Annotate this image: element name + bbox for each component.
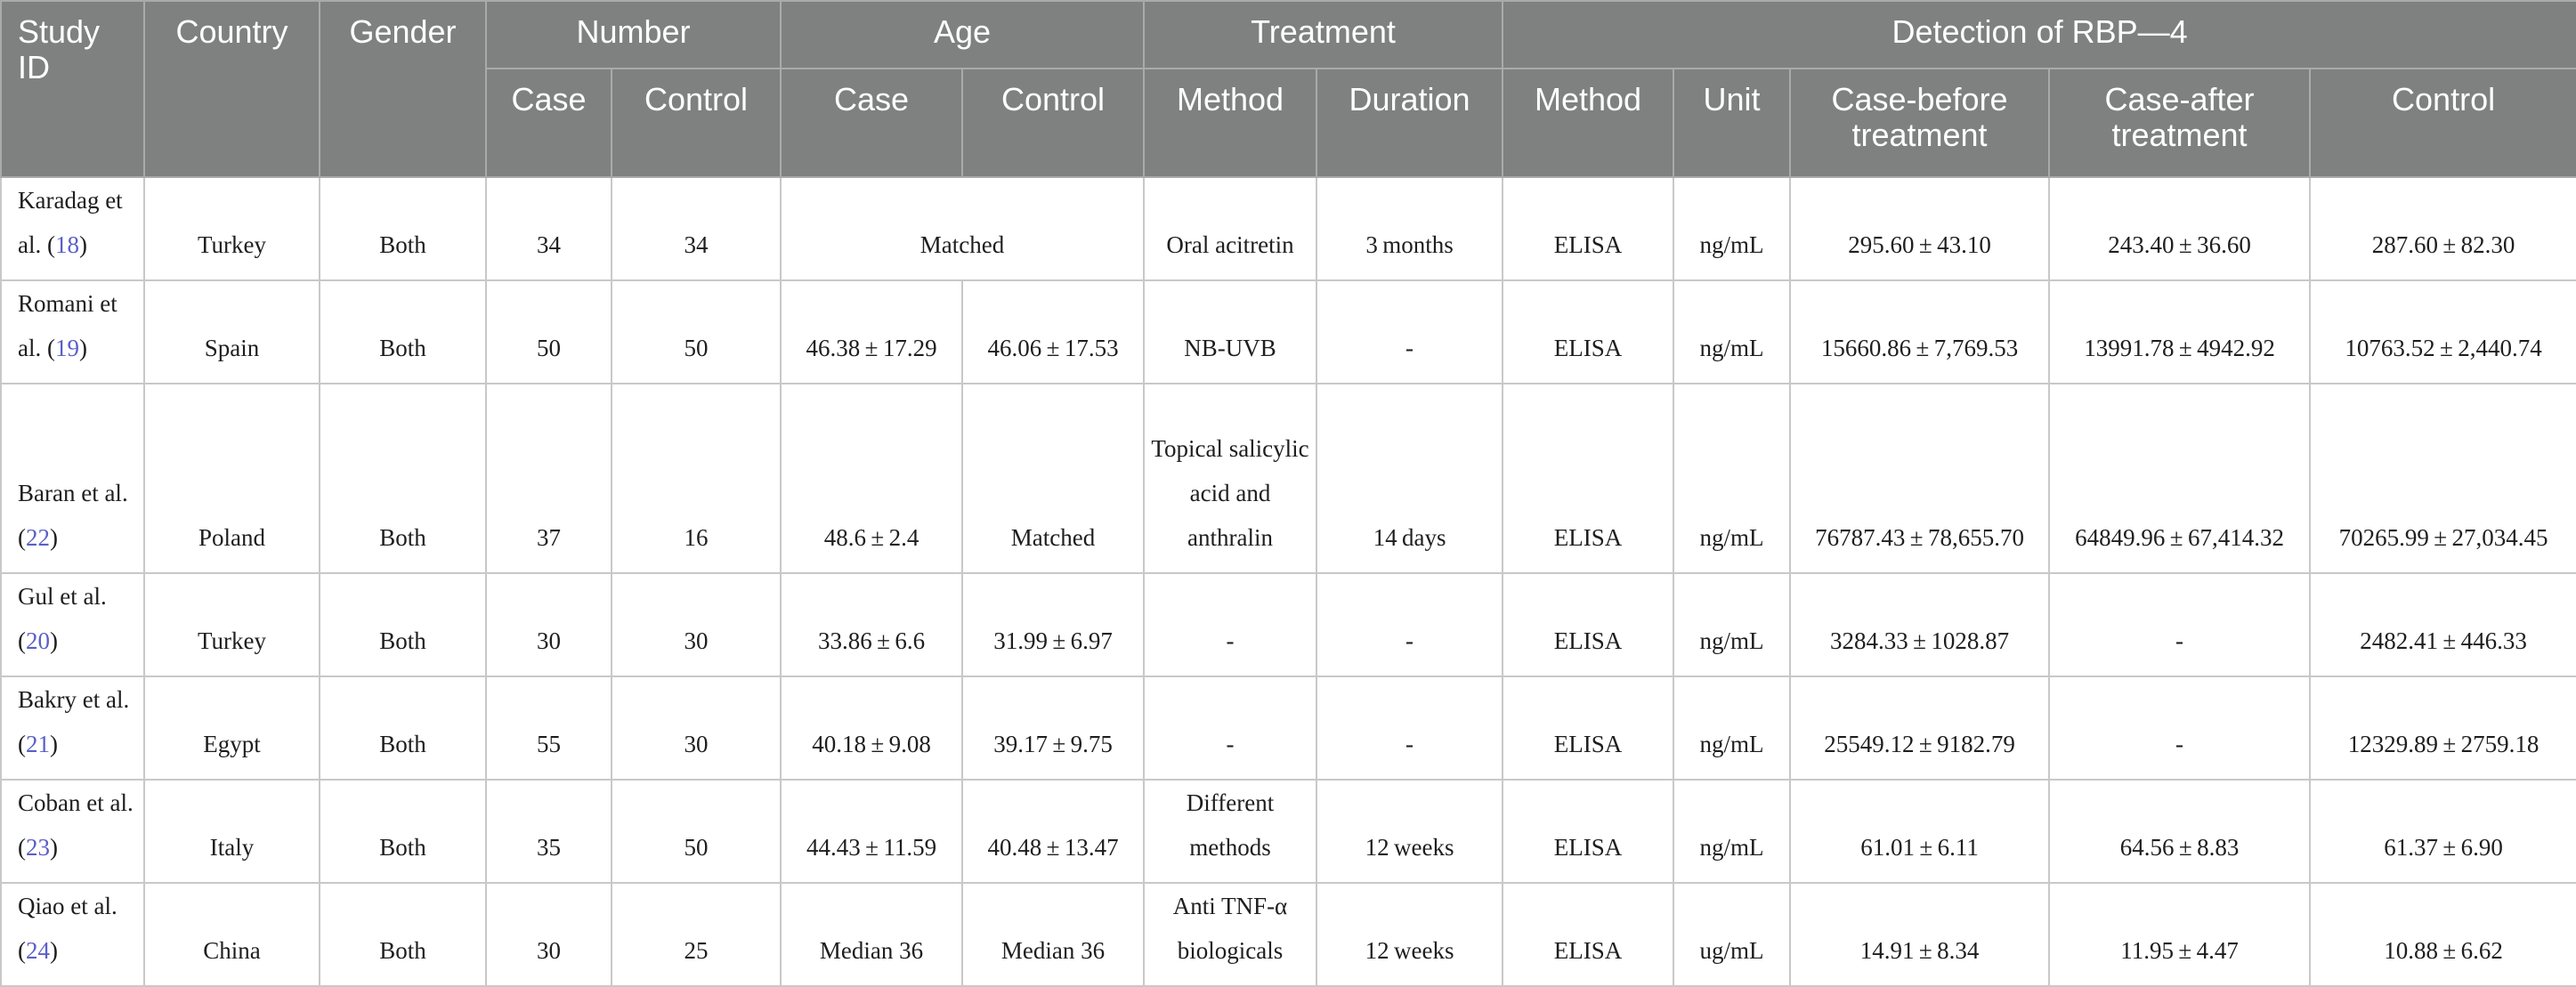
detection-unit-cell: ng/mL — [1673, 177, 1790, 280]
case-before-cell: 25549.12 ± 9182.79 — [1790, 676, 2049, 780]
table-row — [1, 676, 2576, 780]
gender-cell: Both — [320, 177, 486, 280]
number-case-cell: 30 — [486, 573, 612, 676]
number-control-cell: 30 — [612, 676, 781, 780]
control-cell: 70265.99 ± 27,034.45 — [2310, 384, 2576, 573]
case-after-cell: 11.95 ± 4.47 — [2049, 883, 2310, 986]
detection-unit-cell: ng/mL — [1673, 676, 1790, 780]
treatment-method-cell: Oral acitretin — [1144, 177, 1316, 280]
study-id-cell: Qiao et al. (24) — [1, 883, 144, 986]
age-control-cell: 46.06 ± 17.53 — [962, 280, 1144, 384]
age-case-cell: 44.43 ± 11.59 — [781, 780, 962, 883]
treatment-duration-cell: 14 days — [1316, 384, 1503, 573]
case-before-cell: 76787.43 ± 78,655.70 — [1790, 384, 2049, 573]
header-age-control: Control — [962, 69, 1144, 177]
number-control-cell: 34 — [612, 177, 781, 280]
country-cell: Egypt — [144, 676, 320, 780]
table-row — [1, 177, 2576, 280]
reference-link[interactable]: 20 — [26, 627, 50, 654]
detection-method-cell: ELISA — [1503, 177, 1673, 280]
reference-link[interactable]: 23 — [26, 834, 50, 861]
header-case-after: Case-after treatment — [2049, 69, 2310, 177]
case-before-cell: 14.91 ± 8.34 — [1790, 883, 2049, 986]
detection-unit-cell: ng/mL — [1673, 384, 1790, 573]
header-detection: Detection of RBP—4 — [1503, 1, 2576, 69]
detection-method-cell: ELISA — [1503, 384, 1673, 573]
table-header — [1, 1, 2576, 177]
header-number: Number — [486, 1, 781, 69]
number-case-cell: 37 — [486, 384, 612, 573]
number-control-cell: 50 — [612, 280, 781, 384]
age-case-cell: Median 36 — [781, 883, 962, 986]
header-study-id: Study ID — [1, 1, 144, 177]
treatment-method-cell: Anti TNF-α biologicals — [1144, 883, 1316, 986]
number-case-cell: 55 — [486, 676, 612, 780]
control-cell: 287.60 ± 82.30 — [2310, 177, 2576, 280]
detection-unit-cell: ng/mL — [1673, 573, 1790, 676]
number-case-cell: 35 — [486, 780, 612, 883]
case-after-cell: 243.40 ± 36.60 — [2049, 177, 2310, 280]
gender-cell: Both — [320, 676, 486, 780]
study-id-cell: Baran et al. (22) — [1, 384, 144, 573]
case-after-cell: - — [2049, 676, 2310, 780]
control-cell: 61.37 ± 6.90 — [2310, 780, 2576, 883]
detection-unit-cell: ug/mL — [1673, 883, 1790, 986]
header-age-case: Case — [781, 69, 962, 177]
header-number-control: Control — [612, 69, 781, 177]
study-id-cell: Romani et al. (19) — [1, 280, 144, 384]
age-control-cell: 39.17 ± 9.75 — [962, 676, 1144, 780]
age-matched-cell: Matched — [781, 177, 1144, 280]
control-cell: 10763.52 ± 2,440.74 — [2310, 280, 2576, 384]
number-case-cell: 50 — [486, 280, 612, 384]
treatment-method-cell: Topical salicylic acid and anthralin — [1144, 384, 1316, 573]
detection-method-cell: ELISA — [1503, 780, 1673, 883]
header-number-case: Case — [486, 69, 612, 177]
table-body — [1, 177, 2576, 986]
header-treatment-duration: Duration — [1316, 69, 1503, 177]
age-case-cell: 33.86 ± 6.6 — [781, 573, 962, 676]
treatment-duration-cell: 3 months — [1316, 177, 1503, 280]
header-gender: Gender — [320, 1, 486, 177]
table-row — [1, 573, 2576, 676]
age-control-cell: 31.99 ± 6.97 — [962, 573, 1144, 676]
age-control-cell: 40.48 ± 13.47 — [962, 780, 1144, 883]
treatment-duration-cell: 12 weeks — [1316, 780, 1503, 883]
number-control-cell: 30 — [612, 573, 781, 676]
study-id-cell: Karadag et al. (18) — [1, 177, 144, 280]
gender-cell: Both — [320, 883, 486, 986]
country-cell: Poland — [144, 384, 320, 573]
reference-link[interactable]: 18 — [54, 231, 79, 258]
detection-method-cell: ELISA — [1503, 573, 1673, 676]
number-control-cell: 16 — [612, 384, 781, 573]
case-before-cell: 295.60 ± 43.10 — [1790, 177, 2049, 280]
treatment-duration-cell: - — [1316, 573, 1503, 676]
case-before-cell: 15660.86 ± 7,769.53 — [1790, 280, 2049, 384]
study-id-cell: Gul et al. (20) — [1, 573, 144, 676]
treatment-method-cell: - — [1144, 573, 1316, 676]
gender-cell: Both — [320, 384, 486, 573]
country-cell: Spain — [144, 280, 320, 384]
gender-cell: Both — [320, 573, 486, 676]
case-after-cell: 64.56 ± 8.83 — [2049, 780, 2310, 883]
number-case-cell: 30 — [486, 883, 612, 986]
header-case-before: Case-before treatment — [1790, 69, 2049, 177]
header-treatment: Treatment — [1144, 1, 1503, 69]
age-case-cell: 46.38 ± 17.29 — [781, 280, 962, 384]
table-row — [1, 780, 2576, 883]
header-country: Country — [144, 1, 320, 177]
age-control-cell: Matched — [962, 384, 1144, 573]
age-case-cell: 40.18 ± 9.08 — [781, 676, 962, 780]
reference-link[interactable]: 19 — [54, 335, 79, 361]
detection-method-cell: ELISA — [1503, 280, 1673, 384]
control-cell: 12329.89 ± 2759.18 — [2310, 676, 2576, 780]
detection-method-cell: ELISA — [1503, 676, 1673, 780]
age-control-cell: Median 36 — [962, 883, 1144, 986]
detection-method-cell: ELISA — [1503, 883, 1673, 986]
country-cell: Turkey — [144, 573, 320, 676]
country-cell: China — [144, 883, 320, 986]
treatment-duration-cell: - — [1316, 280, 1503, 384]
case-before-cell: 3284.33 ± 1028.87 — [1790, 573, 2049, 676]
control-cell: 2482.41 ± 446.33 — [2310, 573, 2576, 676]
table-row — [1, 883, 2576, 986]
header-detection-method: Method — [1503, 69, 1673, 177]
treatment-method-cell: - — [1144, 676, 1316, 780]
case-after-cell: 64849.96 ± 67,414.32 — [2049, 384, 2310, 573]
country-cell: Turkey — [144, 177, 320, 280]
table-row — [1, 280, 2576, 384]
reference-link[interactable]: 21 — [26, 731, 50, 757]
detection-unit-cell: ng/mL — [1673, 780, 1790, 883]
gender-cell: Both — [320, 780, 486, 883]
treatment-duration-cell: - — [1316, 676, 1503, 780]
case-after-cell: 13991.78 ± 4942.92 — [2049, 280, 2310, 384]
age-case-cell: 48.6 ± 2.4 — [781, 384, 962, 573]
header-treatment-method: Method — [1144, 69, 1316, 177]
control-cell: 10.88 ± 6.62 — [2310, 883, 2576, 986]
treatment-method-cell: Different methods — [1144, 780, 1316, 883]
table-row — [1, 384, 2576, 573]
header-age: Age — [781, 1, 1144, 69]
number-case-cell: 34 — [486, 177, 612, 280]
number-control-cell: 50 — [612, 780, 781, 883]
study-id-cell: Bakry et al. (21) — [1, 676, 144, 780]
gender-cell: Both — [320, 280, 486, 384]
country-cell: Italy — [144, 780, 320, 883]
study-id-cell: Coban et al. (23) — [1, 780, 144, 883]
number-control-cell: 25 — [612, 883, 781, 986]
reference-link[interactable]: 22 — [26, 524, 50, 551]
header-control: Control — [2310, 69, 2576, 177]
treatment-duration-cell: 12 weeks — [1316, 883, 1503, 986]
detection-unit-cell: ng/mL — [1673, 280, 1790, 384]
treatment-method-cell: NB-UVB — [1144, 280, 1316, 384]
reference-link[interactable]: 24 — [26, 937, 50, 964]
header-detection-unit: Unit — [1673, 69, 1790, 177]
case-after-cell: - — [2049, 573, 2310, 676]
case-before-cell: 61.01 ± 6.11 — [1790, 780, 2049, 883]
